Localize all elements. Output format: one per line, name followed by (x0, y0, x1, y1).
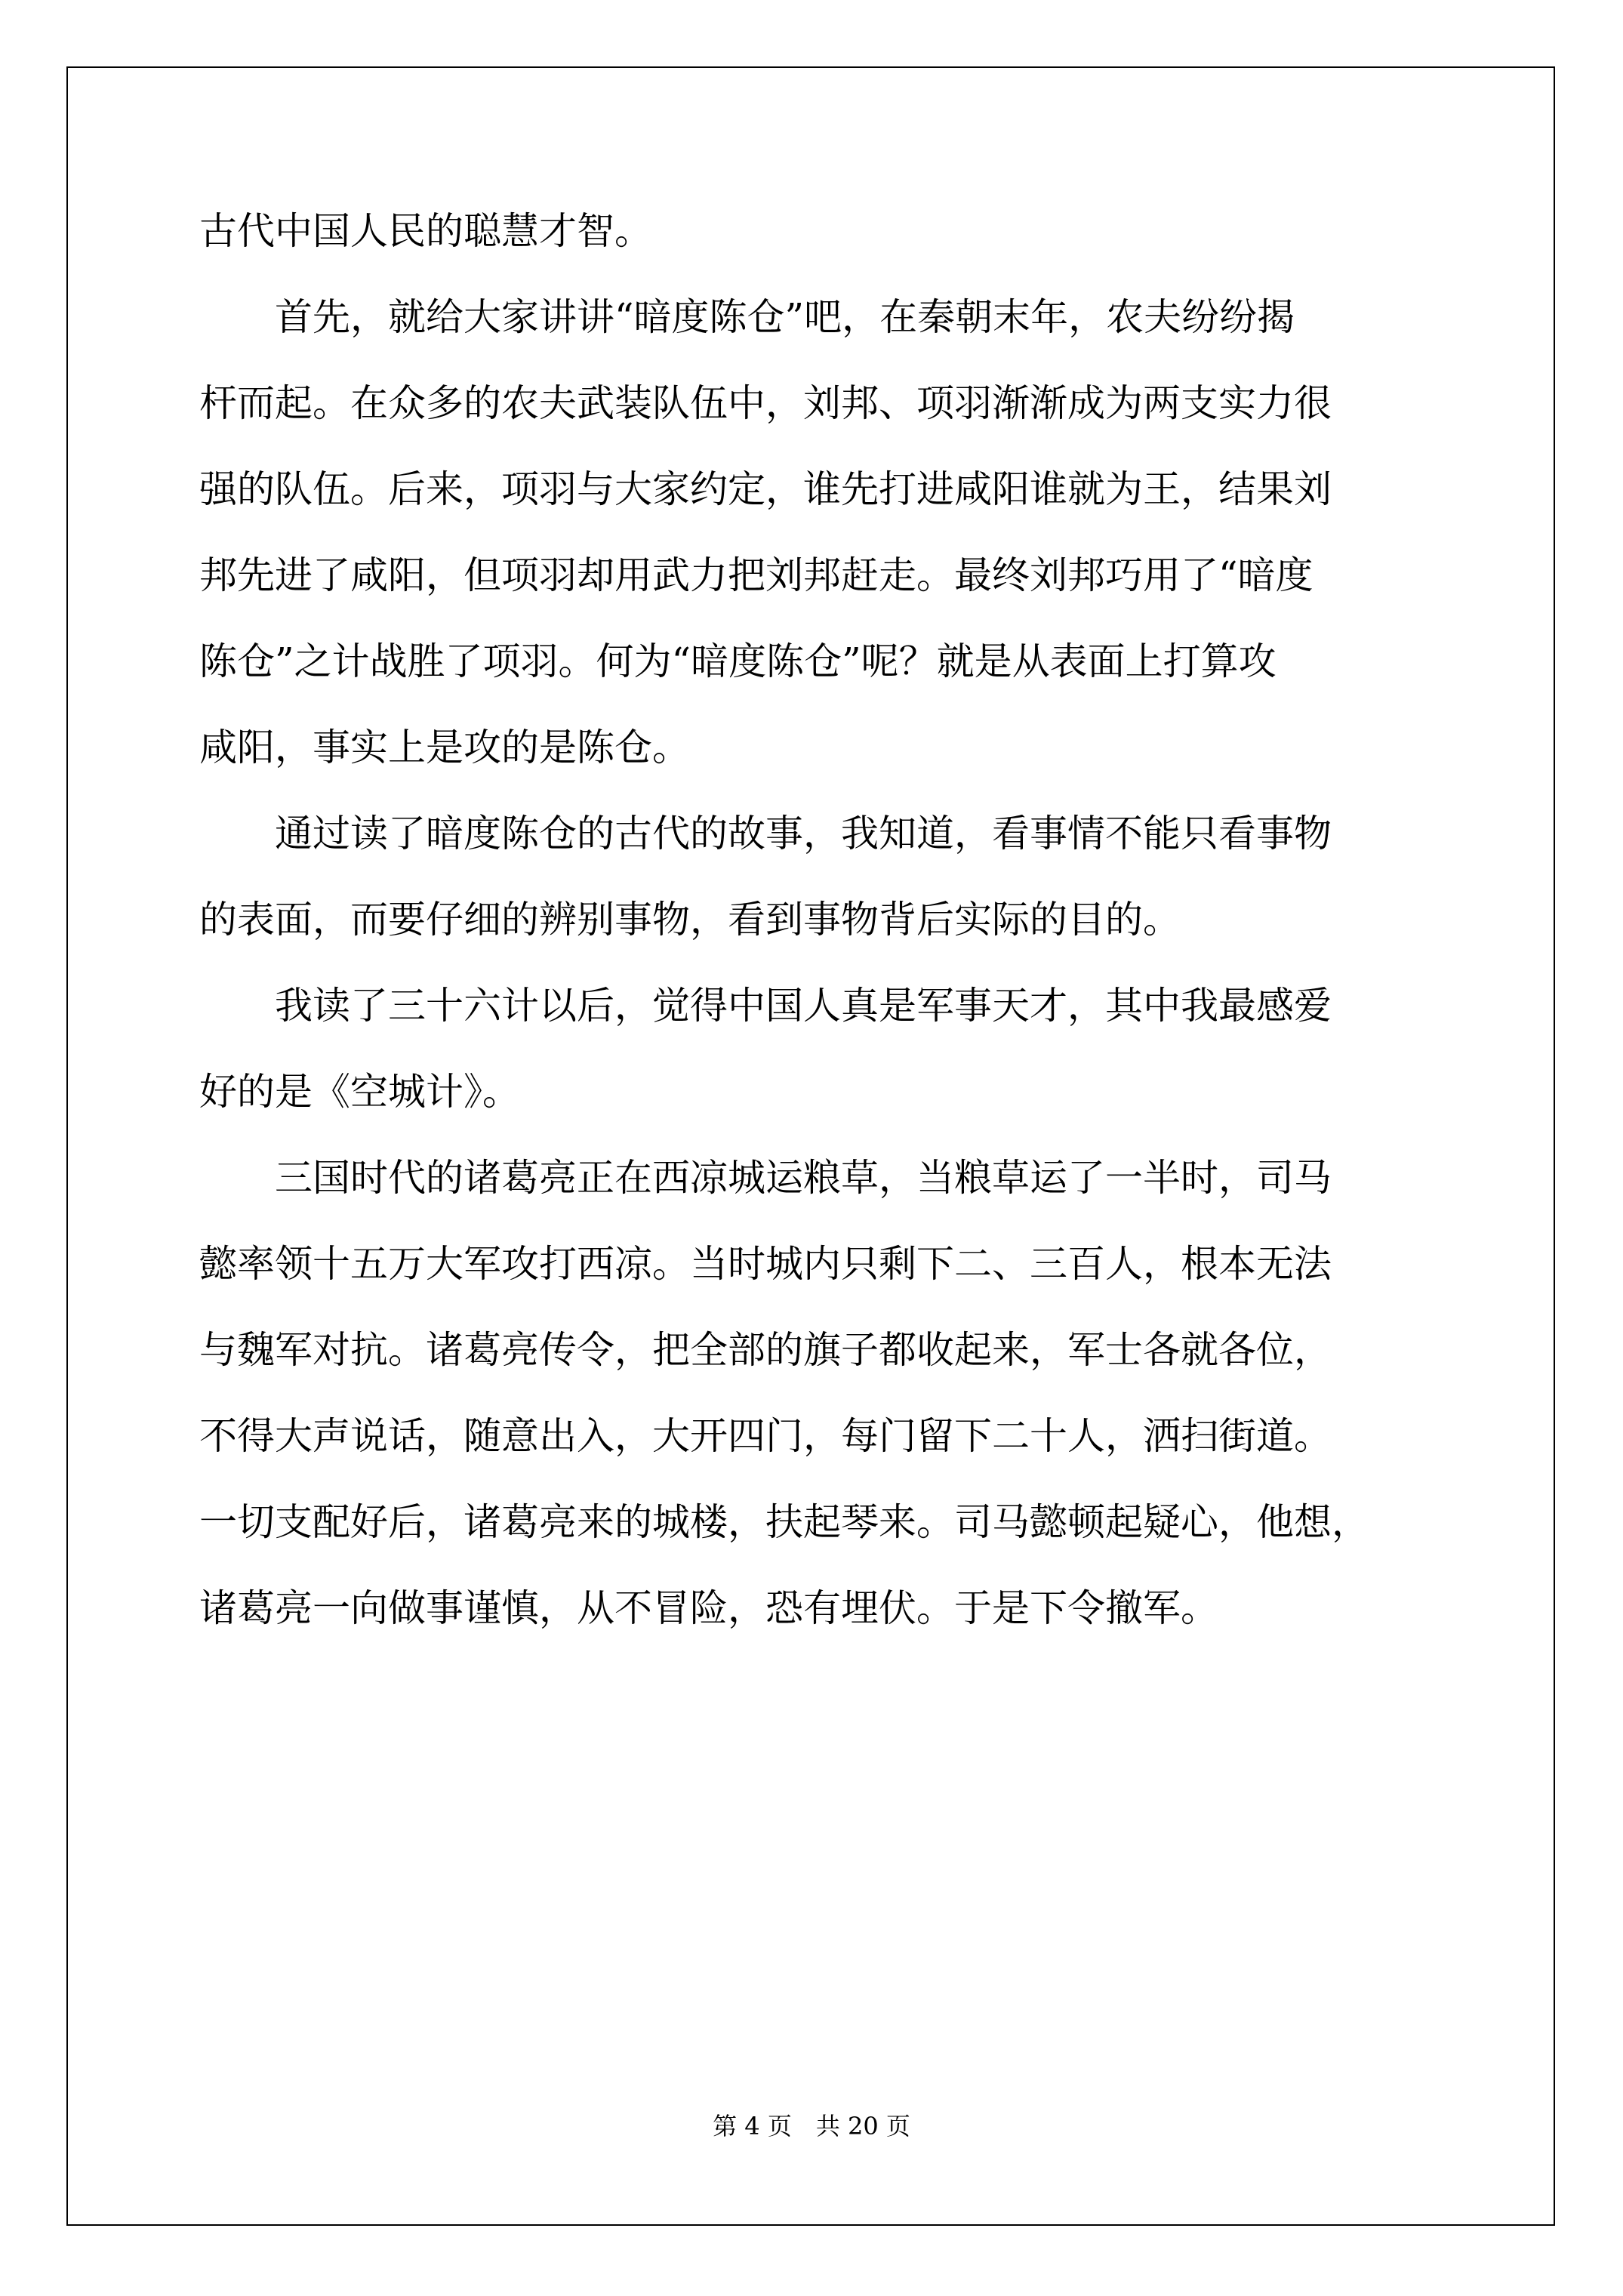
text-line: 陈仓”之计战胜了项羽。何为“暗度陈仓”呢？就是从表面上打算攻 (199, 639, 1277, 683)
text-line: 首先，就给大家讲讲“暗度陈仓”吧，在秦朝末年，农夫纷纷揭 (199, 295, 1295, 339)
text-line: 诸葛亮一向做事谨慎，从不冒险，恐有埋伏。于是下令撤军。 (199, 1586, 1218, 1630)
text-line: 不得大声说话，随意出入，大开四门，每门留下二十人，洒扫街道。 (199, 1414, 1332, 1458)
text-line: 通过读了暗度陈仓的古代的故事，我知道，看事情不能只看事物 (199, 812, 1332, 855)
text-line: 的表面，而要仔细的辨别事物，看到事物背后实际的目的。 (199, 898, 1181, 942)
text-line: 强的队伍。后来，项羽与大家约定，谁先打进咸阳谁就为王，结果刘 (199, 467, 1332, 511)
text-line: 与魏军对抗。诸葛亮传令，把全部的旗子都收起来，军士各就各位， (199, 1328, 1332, 1372)
text-line: 邦先进了咸阳，但项羽却用武力把刘邦赶走。最终刘邦巧用了“暗度 (199, 553, 1313, 597)
text-line: 古代中国人民的聪慧才智。 (199, 209, 652, 253)
page-number-footer: 第 4 页 共 20 页 (713, 2112, 910, 2140)
text-line: 杆而起。在众多的农夫武装队伍中，刘邦、项羽渐渐成为两支实力很 (199, 381, 1332, 425)
text-line: 咸阳，事实上是攻的是陈仓。 (199, 726, 690, 769)
text-line: 三国时代的诸葛亮正在西凉城运粮草，当粮草运了一半时，司马 (199, 1156, 1332, 1200)
document-body (199, 208, 1437, 1672)
text-line: 一切支配好后，诸葛亮来的城楼，扶起琴来。司马懿顿起疑心，他想， (199, 1500, 1369, 1544)
text-line: 我读了三十六计以后，觉得中国人真是军事天才，其中我最感爱 (199, 984, 1332, 1028)
text-line: 好的是《空城计》。 (199, 1070, 520, 1114)
text-line: 懿率领十五万大军攻打西凉。当时城内只剩下二、三百人，根本无法 (199, 1242, 1332, 1286)
